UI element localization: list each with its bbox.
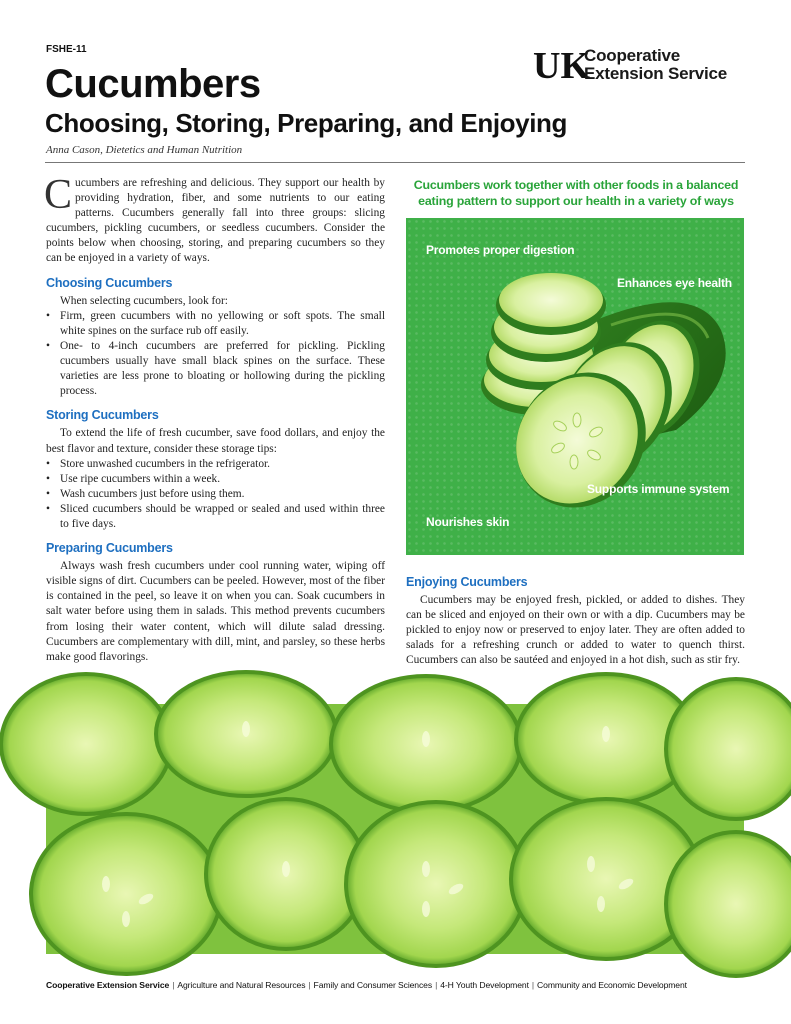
page-title: Cucumbers — [45, 62, 261, 106]
footer-item: 4-H Youth Development — [440, 980, 529, 990]
label-skin: Nourishes skin — [426, 515, 510, 529]
footer-item: Agriculture and Natural Resources — [177, 980, 306, 990]
author-line: Anna Cason, Dietetics and Human Nutrition — [46, 144, 243, 156]
enjoying-heading: Enjoying Cucumbers — [406, 575, 528, 589]
footer-separator: | — [435, 980, 438, 990]
header-divider — [45, 162, 745, 163]
label-digestion: Promotes proper digestion — [426, 243, 575, 257]
list-item: • Firm, green cucumbers with no yellowing or soft spots. The small white spines on the surface rub off easily. — [46, 309, 385, 339]
list-item: • Store unwashed cucumbers in the refrigerator. — [46, 457, 385, 472]
intro-text: ucumbers are refreshing and delicious. They support our health by providing hydration, fiber, and some nutrients to our eating patterns. Cucumbers generally fall into three groups: slicing cucumbers, pickling cucumbers, or seedless cucumbers. Consider the points below when choosing, storing, and preparing cucumbers so they can be enjoyed in a variety of ways. — [46, 177, 385, 265]
enjoying-paragraph: Cucumbers may be enjoyed fresh, pickled, or added to dishes. They can be sliced and enjoyed on their own or with a dip. Cucumbers may be pickled to enjoy now or preserved to enjoy later. They are often added to salads for a refreshing crunch or added to water to quench thirst. Cucumbers can also be sautéed and enjoyed in a hot dish, such as stir fry. — [406, 594, 745, 667]
logo-line-1: Cooperative — [584, 46, 681, 65]
choosing-list — [46, 309, 385, 400]
storing-heading: Storing Cucumbers — [46, 408, 159, 423]
publication-code: FSHE-11 — [46, 44, 87, 55]
cucumber-slices-photo — [46, 704, 744, 954]
label-eye-health: Enhances eye health — [617, 276, 732, 290]
list-item: • Sliced cucumbers should be wrapped or sealed and used within three to five days. — [46, 502, 385, 532]
uk-extension-logo — [533, 44, 753, 86]
footer-separator: | — [308, 980, 311, 990]
preparing-paragraph: Always wash fresh cucumbers under cool running water, wiping off visible signs of dirt. Cucumbers can be peeled. However, most of the fiber is contained in the peel, so leave it on when you can. Soak cucumbers in salt water before using them in salads. This method prevents cucumbers from losing their water content, which will dilute salad dressing. Cucumbers are complementary with dill, mint, and parsley, so these herbs make good flavorings. — [46, 560, 385, 663]
callout-title: Cucumbers work together with other foods in a balanced eating pattern to support our health in a variety of ways — [413, 178, 739, 208]
footer-bar — [46, 980, 746, 990]
choosing-heading: Choosing Cucumbers — [46, 275, 173, 290]
left-column — [44, 172, 385, 665]
label-immune-system: Supports immune system — [587, 482, 730, 496]
logo-line-2: Extension Service — [584, 64, 728, 83]
sliced-cucumber-illustration — [446, 260, 736, 520]
svg-text:UK: UK — [533, 45, 590, 87]
choosing-lead: When selecting cucumbers, look for: — [60, 294, 228, 307]
storing-lead: To extend the life of fresh cucumber, save food dollars, and enjoy the best flavor and texture, consider these storage tips: — [46, 427, 385, 455]
storing-list — [46, 457, 385, 532]
uk-logo-icon — [533, 45, 590, 87]
cucumber-slices-image — [46, 704, 744, 954]
list-item: • Use ripe cucumbers within a week. — [46, 472, 385, 487]
preparing-heading: Preparing Cucumbers — [46, 541, 173, 556]
footer-item: Family and Consumer Sciences — [313, 980, 433, 990]
logo-text — [584, 47, 727, 83]
health-benefits-panel — [406, 218, 744, 555]
footer-separator: | — [172, 980, 175, 990]
list-item: • One- to 4-inch cucumbers are preferred for pickling. Pickling cucumbers usually have small black spines on the surface. These varieties are less prone to bloating or hollowing during the pickling process. — [46, 339, 385, 399]
footer-separator: | — [531, 980, 535, 990]
footer-lead: Cooperative Extension Service — [46, 980, 170, 990]
page-subtitle: Choosing, Storing, Preparing, and Enjoying — [45, 108, 567, 138]
right-column — [406, 575, 745, 669]
drop-cap: C — [44, 172, 73, 218]
list-item: • Wash cucumbers just before using them. — [46, 487, 385, 502]
intro-paragraph — [44, 172, 385, 267]
footer-item: Community and Economic Development — [537, 980, 687, 990]
